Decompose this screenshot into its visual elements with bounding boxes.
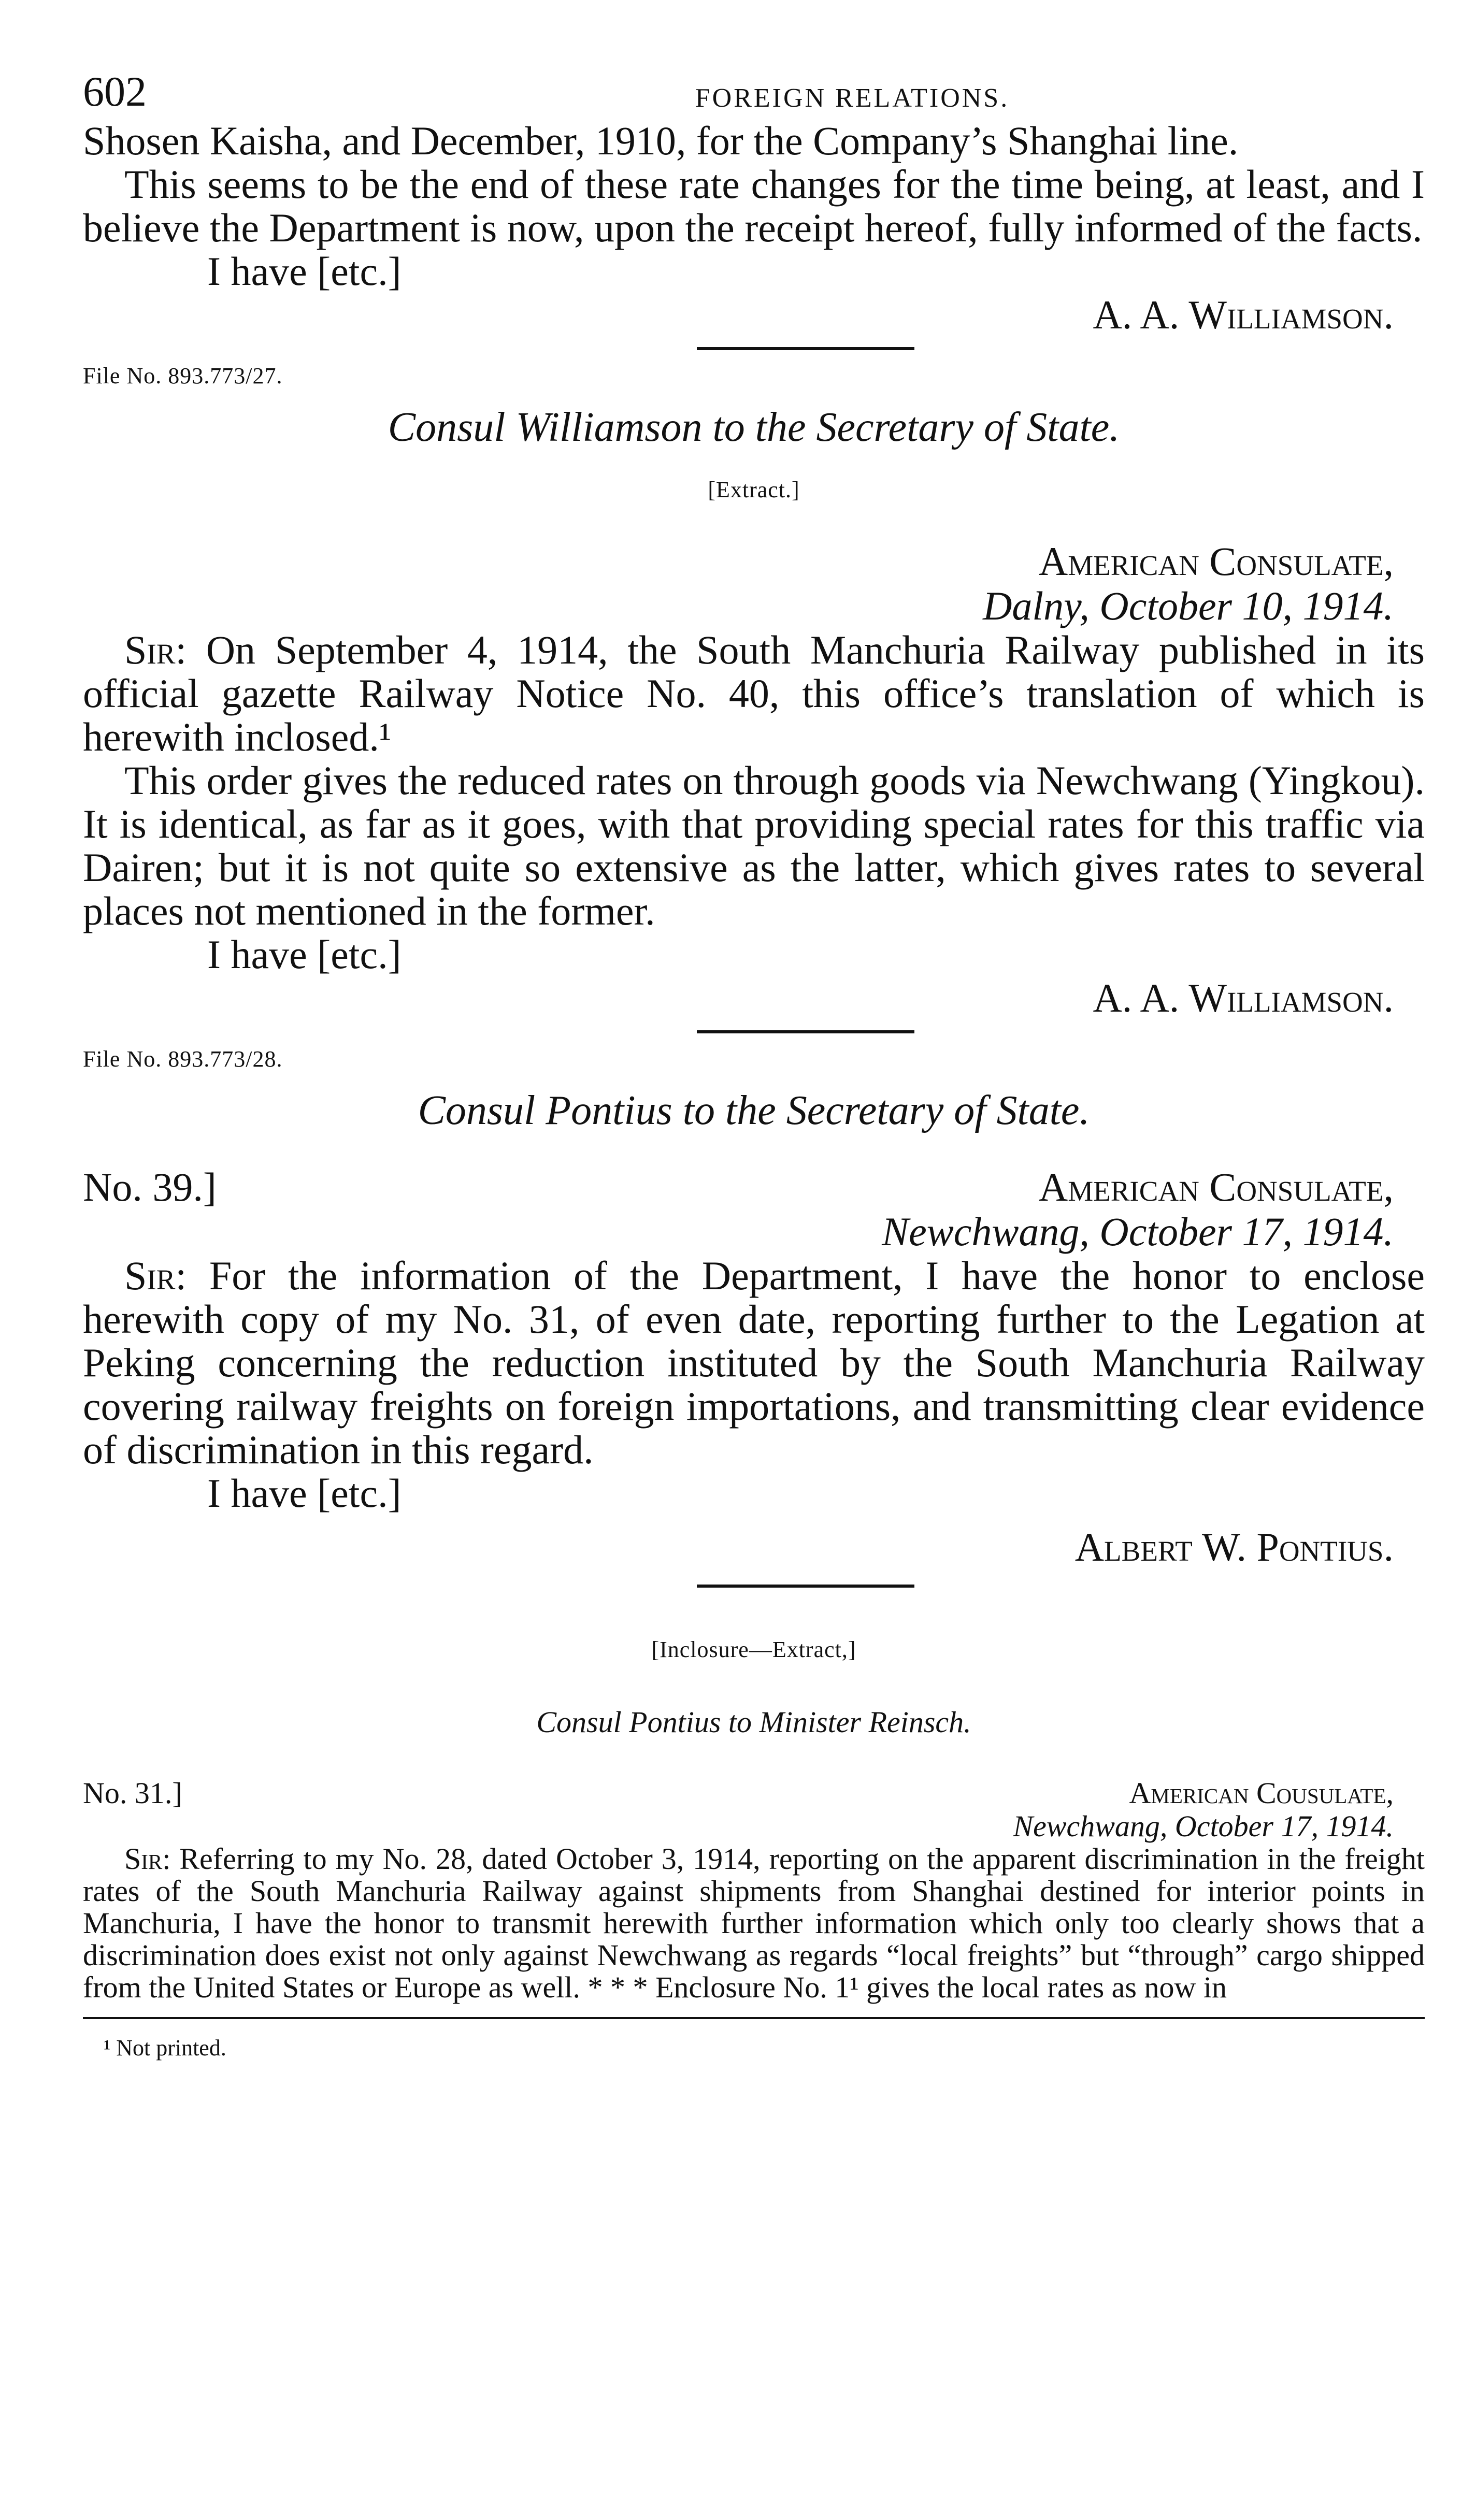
- paragraph: Sir: Referring to my No. 28, dated October 3, 1914, reporting on the apparent discrimination in the freight rates of the South Manchuria Railway against shipments from Shanghai destined for interior points in Manchuria, I have the honor to transmit herewith further information which only too clearly shows that a discrimination does exist not only against Newchwang as regards “local freights” but “through” cargo shipped from the United States or Europe as well. * * * Enclosure No. 1¹ gives the local rates as now in: [83, 1842, 1425, 2004]
- document-heading: Consul Pontius to Minister Reinsch.: [536, 1705, 971, 1739]
- consulate-name: American Cousulate,: [1129, 1776, 1394, 1810]
- place-date: Dalny, October 10, 1914.: [983, 583, 1394, 628]
- inclosure-note: [Inclosure—Extract,]: [651, 1637, 856, 1662]
- divider-rule: [697, 1030, 914, 1033]
- document-page: [83, 57, 1425, 2061]
- closing: I have [etc.]: [207, 932, 402, 977]
- divider-rule: [697, 1585, 914, 1588]
- page-header: [83, 57, 1425, 119]
- divider-rule: [697, 347, 914, 350]
- consulate-name: American Consulate,: [1038, 539, 1394, 584]
- inclosure-body: [83, 1777, 1425, 2004]
- footnote-rule: [83, 2017, 1425, 2019]
- section-divider: [83, 1030, 1425, 1072]
- salutation: Sir:: [124, 627, 187, 672]
- paragraph: This seems to be the end of these rate changes for the time being, at least, and I believe the Department is now, upon the receipt hereof, fully informed of the facts.: [83, 162, 1425, 250]
- running-title: FOREIGN RELATIONS.: [695, 83, 1010, 113]
- document-heading: Consul Pontius to the Secretary of State.: [418, 1088, 1090, 1133]
- paragraph: Sir: On September 4, 1914, the South Manchuria Railway published in its official gazette Railway Notice No. 40, this office’s translation of which is herewith inclosed.¹: [83, 627, 1425, 759]
- section-divider: [83, 347, 1425, 388]
- footnote: ¹ Not printed.: [104, 2035, 226, 2061]
- consulate-name: American Consulate,: [1038, 1164, 1394, 1209]
- file-number: File No. 893.773/28.: [83, 1046, 283, 1072]
- extract-note: [Extract.]: [708, 477, 800, 502]
- signature: Albert W. Pontius.: [1074, 1524, 1394, 1569]
- dispatch-header: [83, 1165, 1425, 1254]
- document-heading: Consul Williamson to the Secretary of State.: [388, 405, 1120, 450]
- salutation: Sir:: [124, 1253, 187, 1298]
- dispatch-header: [83, 1777, 1425, 1843]
- closing: I have [etc.]: [207, 1471, 402, 1516]
- paragraph: This order gives the reduced rates on through goods via Newchwang (Yingkou). It is identical, as far as it goes, with that providing special rates for this traffic via Dairen; but it is not quite so extensive as the latter, which gives rates to several places not mentioned in the former.: [83, 758, 1425, 933]
- page-number: 602: [83, 68, 147, 115]
- closing: I have [etc.]: [207, 249, 402, 294]
- paragraph: Shosen Kaisha, and December, 1910, for the Company’s Shanghai line.: [83, 118, 1239, 163]
- place-date: Newchwang, October 17, 1914.: [882, 1209, 1394, 1254]
- file-number: File No. 893.773/27.: [83, 363, 283, 388]
- salutation: Sir:: [124, 1842, 171, 1876]
- place-date: Newchwang, October 17, 1914.: [1013, 1809, 1394, 1843]
- dispatch-number: No. 31.]: [83, 1776, 182, 1810]
- paragraph: Sir: For the information of the Department, I have the honor to enclose herewith copy of my No. 31, of even date, reporting further to the Legation at Peking concerning the reduction instituted by the South Manchuria Railway covering railway freights on foreign importations, and transmitting clear evidence of discrimination in this regard.: [83, 1253, 1425, 1472]
- section-divider: [83, 1585, 1425, 1616]
- dispatch-number: No. 39.]: [83, 1164, 217, 1209]
- signature: A. A. Williamson.: [1093, 975, 1394, 1020]
- signature: A. A. Williamson.: [1093, 292, 1394, 337]
